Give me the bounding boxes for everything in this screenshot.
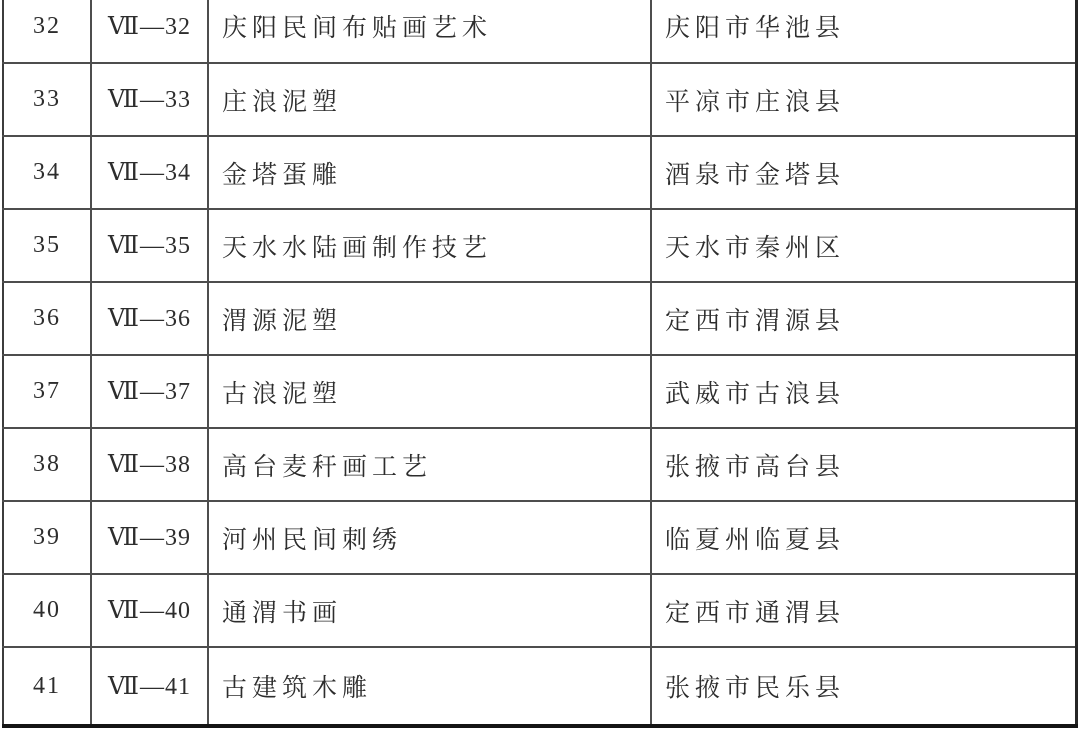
item-code-cell: Ⅶ—36 — [91, 282, 208, 355]
item-name-cell: 庆阳民间布贴画艺术 — [208, 0, 651, 63]
item-code-cell: Ⅶ—38 — [91, 428, 208, 501]
row-number-cell: 33 — [3, 63, 91, 136]
table-row — [3, 136, 1076, 209]
table-row — [3, 647, 1076, 726]
item-location-cell: 定西市通渭县 — [651, 574, 1076, 647]
table-row — [3, 574, 1076, 647]
item-code-cell: Ⅶ—34 — [91, 136, 208, 209]
item-location-cell: 天水市秦州区 — [651, 209, 1076, 282]
heritage-list-table-container — [2, 0, 1078, 728]
item-code-cell: Ⅶ—40 — [91, 574, 208, 647]
item-location-cell: 庆阳市华池县 — [651, 0, 1076, 63]
item-code-cell: Ⅶ—39 — [91, 501, 208, 574]
item-code-cell: Ⅶ—35 — [91, 209, 208, 282]
row-number-cell: 40 — [3, 574, 91, 647]
item-name-cell: 天水水陆画制作技艺 — [208, 209, 651, 282]
item-name-cell: 渭源泥塑 — [208, 282, 651, 355]
table-row — [3, 428, 1076, 501]
row-number-cell: 32 — [3, 0, 91, 63]
item-name-cell: 高台麦秆画工艺 — [208, 428, 651, 501]
row-number-cell: 38 — [3, 428, 91, 501]
item-code-cell: Ⅶ—32 — [91, 0, 208, 63]
row-number-cell: 37 — [3, 355, 91, 428]
item-location-cell: 临夏州临夏县 — [651, 501, 1076, 574]
row-number-cell: 41 — [3, 647, 91, 726]
item-location-cell: 定西市渭源县 — [651, 282, 1076, 355]
item-name-cell: 庄浪泥塑 — [208, 63, 651, 136]
table-row — [3, 0, 1076, 63]
row-number-cell: 35 — [3, 209, 91, 282]
item-name-cell: 金塔蛋雕 — [208, 136, 651, 209]
table-row — [3, 355, 1076, 428]
item-name-cell: 通渭书画 — [208, 574, 651, 647]
item-code-cell: Ⅶ—41 — [91, 647, 208, 726]
heritage-list-table — [2, 0, 1078, 728]
item-code-cell: Ⅶ—33 — [91, 63, 208, 136]
row-number-cell: 36 — [3, 282, 91, 355]
row-number-cell: 34 — [3, 136, 91, 209]
table-row — [3, 63, 1076, 136]
item-location-cell: 张掖市民乐县 — [651, 647, 1076, 726]
item-code-cell: Ⅶ—37 — [91, 355, 208, 428]
table-row — [3, 209, 1076, 282]
table-row — [3, 282, 1076, 355]
item-location-cell: 武威市古浪县 — [651, 355, 1076, 428]
table-row — [3, 501, 1076, 574]
item-name-cell: 古浪泥塑 — [208, 355, 651, 428]
item-location-cell: 张掖市高台县 — [651, 428, 1076, 501]
row-number-cell: 39 — [3, 501, 91, 574]
item-location-cell: 平凉市庄浪县 — [651, 63, 1076, 136]
item-name-cell: 河州民间刺绣 — [208, 501, 651, 574]
item-name-cell: 古建筑木雕 — [208, 647, 651, 726]
item-location-cell: 酒泉市金塔县 — [651, 136, 1076, 209]
